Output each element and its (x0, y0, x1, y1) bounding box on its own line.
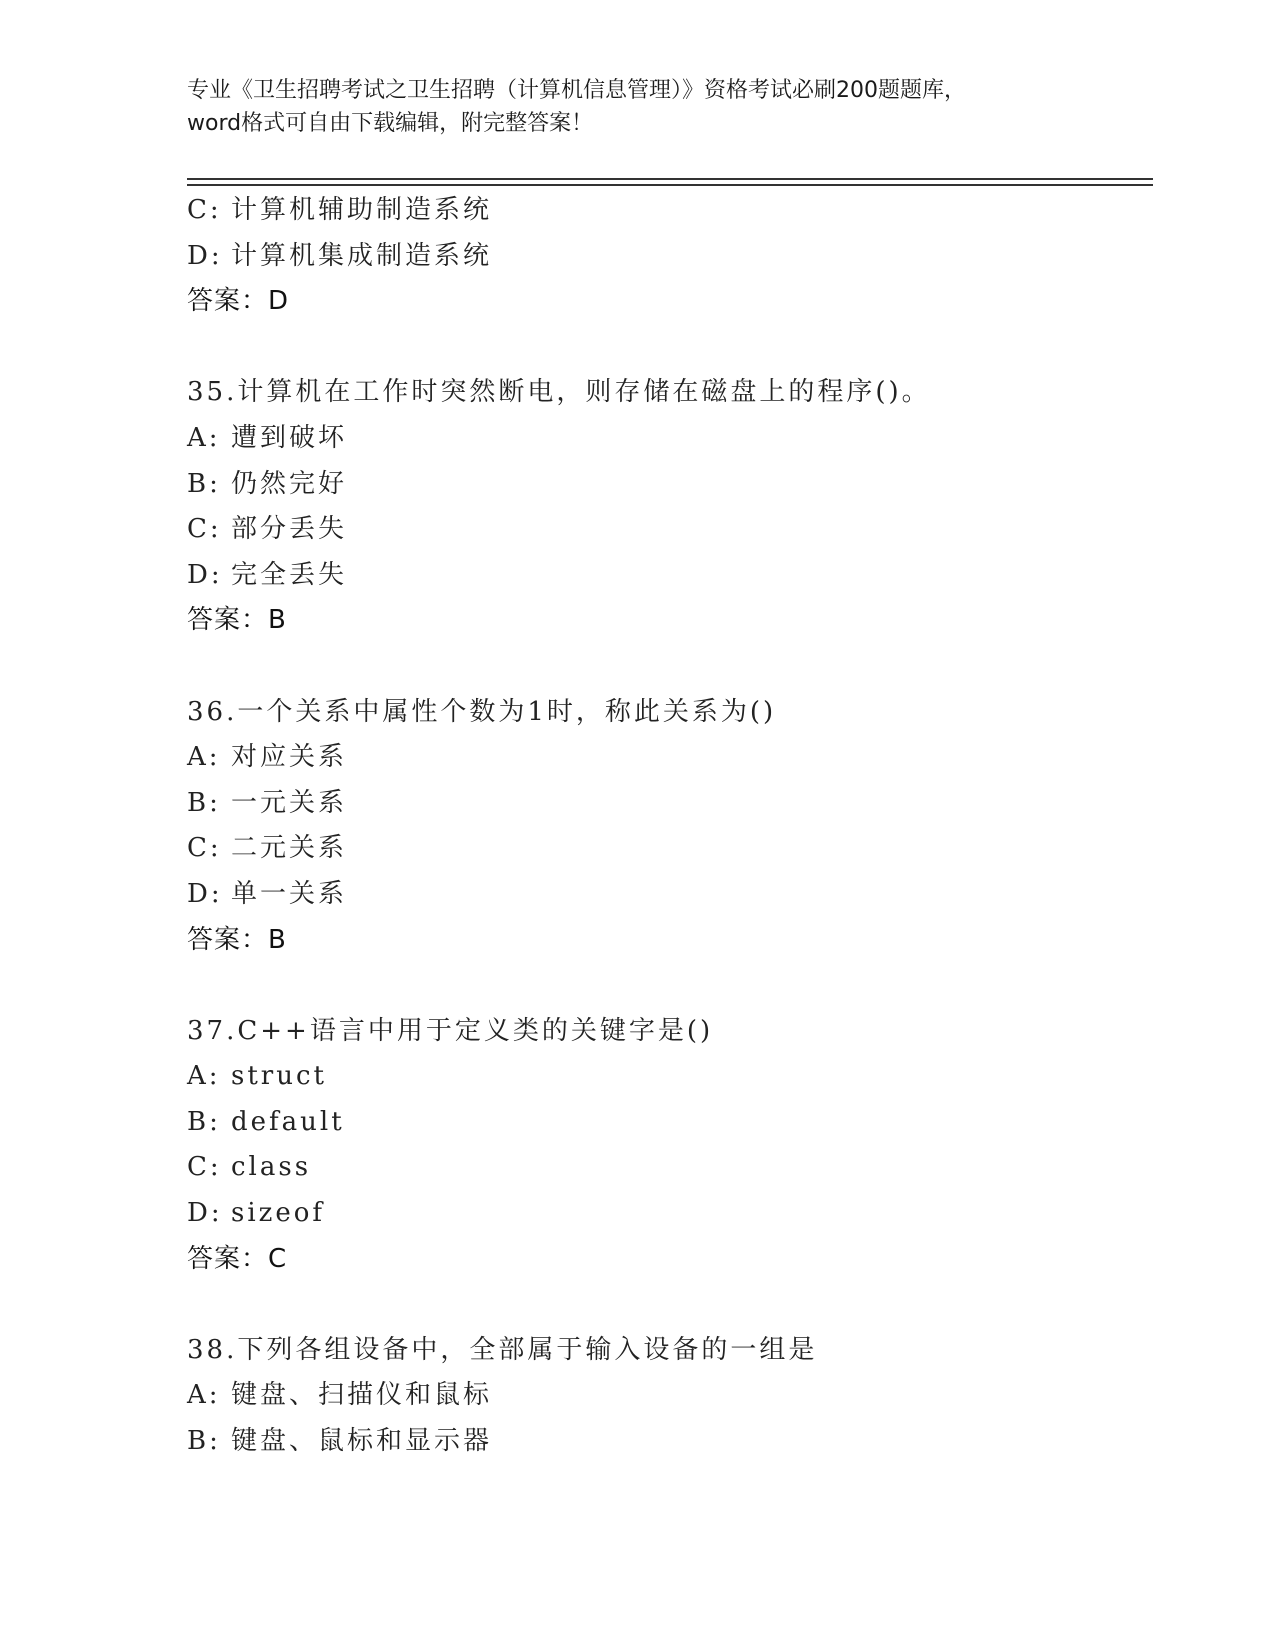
question-stem: 37.C++语言中用于定义类的关键字是() (187, 1015, 714, 1046)
option-text: 单一关系 (231, 878, 348, 909)
answer-line: 答案：B (187, 924, 287, 955)
option-text: 仍然完好 (231, 468, 348, 499)
option-c (187, 1145, 1147, 1191)
question-block-35 (187, 370, 1147, 644)
option-text: class (231, 1152, 312, 1183)
option-d (187, 1191, 1147, 1237)
answer-line: 答案：D (187, 286, 290, 317)
option-a (187, 416, 1147, 462)
question-block-36 (187, 690, 1147, 964)
option-text: sizeof (231, 1198, 326, 1229)
option-label: C: (187, 833, 222, 864)
spacer (187, 325, 1147, 371)
option-a (187, 1054, 1147, 1100)
option-a (187, 1373, 1147, 1419)
question-block-37 (187, 1009, 1147, 1283)
option-text: 遭到破坏 (231, 422, 348, 453)
option-label: D: (187, 240, 223, 271)
question-list (187, 188, 1147, 1465)
option-label: C: (187, 1152, 222, 1183)
question-stem: 38.下列各组设备中，全部属于输入设备的一组是 (187, 1334, 818, 1365)
question-stem: 35.计算机在工作时突然断电，则存储在磁盘上的程序()。 (187, 377, 931, 408)
option-text: 键盘、鼠标和显示器 (231, 1426, 493, 1457)
option-text: 部分丢失 (231, 514, 348, 545)
answer-line: 答案：C (187, 1243, 288, 1274)
option-label: C: (187, 514, 222, 545)
option-label: B: (187, 1106, 221, 1137)
option-d (187, 872, 1147, 918)
option-b (187, 781, 1147, 827)
option-c (187, 507, 1147, 553)
option-label: A: (187, 422, 221, 453)
option-b (187, 1419, 1147, 1465)
option-text: 一元关系 (231, 787, 348, 818)
header-title-line2: word格式可自由下载编辑，附完整答案！ (187, 111, 594, 136)
option-d (187, 553, 1147, 599)
question-block-previous (187, 188, 1147, 325)
option-label: A: (187, 1061, 221, 1092)
option-label: D: (187, 1198, 223, 1229)
option-text: 键盘、扫描仪和鼠标 (231, 1380, 493, 1411)
option-b (187, 1100, 1147, 1146)
option-text: 完全丢失 (231, 559, 348, 590)
header-divider-bottom (187, 184, 1153, 186)
question-stem: 36.一个关系中属性个数为1时，称此关系为() (187, 696, 777, 727)
header-title-line1: 专业《卫生招聘考试之卫生招聘（计算机信息管理）》资格考试必刷200题题库， (187, 78, 966, 103)
answer-line: 答案：B (187, 605, 287, 636)
option-text: struct (231, 1061, 327, 1092)
option-label: D: (187, 878, 223, 909)
header-divider-top (187, 178, 1153, 180)
option-text: default (231, 1106, 345, 1137)
spacer (187, 644, 1147, 690)
option-label: B: (187, 787, 221, 818)
spacer (187, 963, 1147, 1009)
option-c (187, 188, 1147, 234)
option-text: 二元关系 (231, 833, 348, 864)
question-block-38 (187, 1328, 1147, 1465)
option-label: A: (187, 1380, 221, 1411)
option-label: B: (187, 468, 221, 499)
option-label: B: (187, 1426, 221, 1457)
option-b (187, 462, 1147, 508)
document-header (187, 74, 1087, 140)
option-label: D: (187, 559, 223, 590)
option-text: 对应关系 (231, 742, 348, 773)
option-label: A: (187, 742, 221, 773)
option-text: 计算机集成制造系统 (231, 240, 493, 271)
option-d (187, 234, 1147, 280)
spacer (187, 1282, 1147, 1328)
option-c (187, 826, 1147, 872)
option-a (187, 735, 1147, 781)
option-text: 计算机辅助制造系统 (231, 195, 493, 225)
option-label: C: (187, 195, 222, 225)
